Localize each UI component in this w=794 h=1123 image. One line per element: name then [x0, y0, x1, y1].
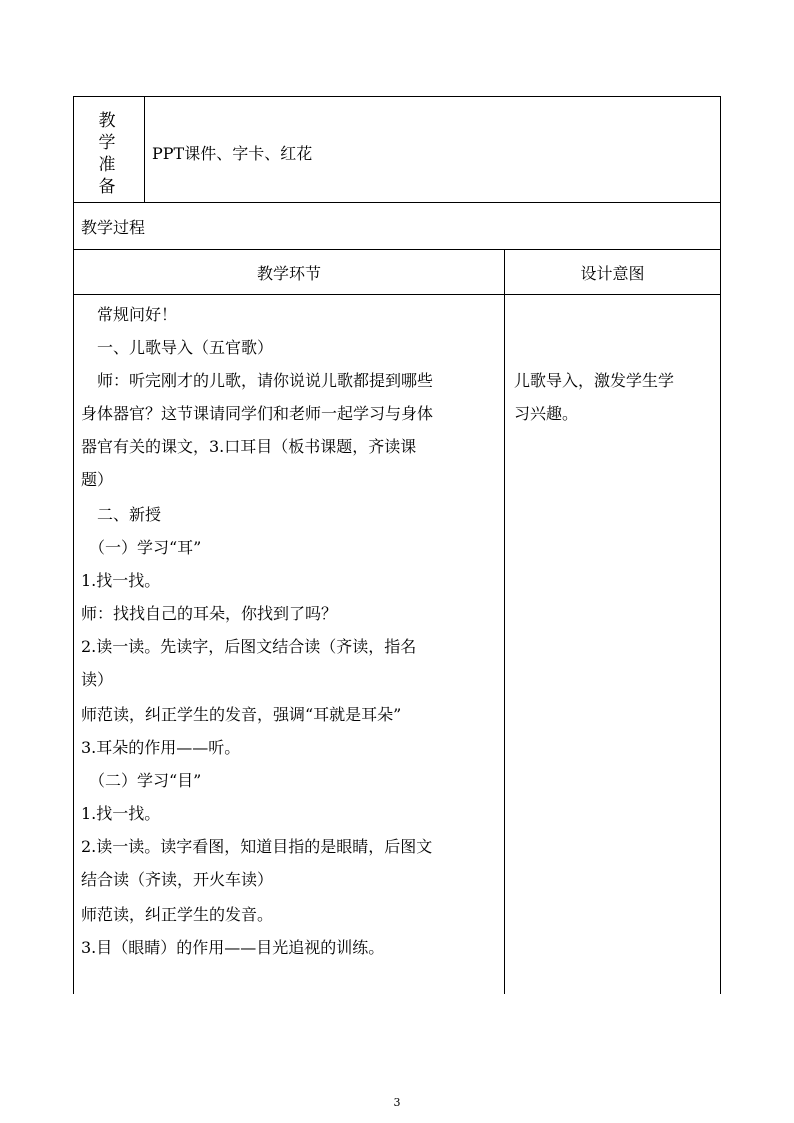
prep-label-char: 备 — [98, 177, 116, 197]
prep-label-char: 准 — [98, 155, 116, 175]
content-line: 师：找找自己的耳朵，你找到了吗？ — [81, 604, 338, 623]
prep-value: PPT课件、字卡、红花 — [152, 144, 313, 163]
row-divider-3 — [73, 294, 721, 295]
prep-label-char: 学 — [98, 133, 116, 153]
content-line: 身体器官？这节课请同学们和老师一起学习与身体 — [81, 404, 434, 423]
content-line: 一、儿歌导入（五官歌） — [81, 338, 274, 357]
column-divider — [504, 249, 505, 994]
table-left-border — [73, 96, 74, 994]
column-header-left: 教学环节 — [256, 264, 321, 283]
prep-label-char: 教 — [98, 111, 116, 131]
content-line: 结合读（齐读，开火车读） — [81, 870, 274, 889]
table-right-border — [720, 96, 721, 994]
row-divider-1 — [73, 202, 721, 203]
content-line: 1.找一找。 — [81, 571, 161, 590]
content-line: 读） — [81, 670, 114, 689]
content-line: 2.读一读。先读字，后图文结合读（齐读，指名 — [81, 637, 417, 656]
content-line: 师范读，纠正学生的发音。 — [81, 905, 274, 924]
page-number: 3 — [393, 1096, 401, 1109]
content-line: 题） — [81, 470, 114, 489]
prep-label — [92, 110, 122, 198]
content-line: 3.目（眼睛）的作用——目光追视的训练。 — [81, 938, 385, 957]
process-heading: 教学过程 — [81, 218, 146, 237]
content-line: 常规问好！ — [81, 305, 178, 324]
content-line: 器官有关的课文，3.口耳目（板书课题，齐读课 — [81, 437, 417, 456]
content-line: （一）学习“耳” — [81, 538, 202, 557]
content-line: 3.耳朵的作用——听。 — [81, 738, 241, 757]
prep-divider — [144, 96, 145, 202]
table-top-border — [73, 96, 721, 97]
design-intent-line: 儿歌导入，激发学生学 — [514, 371, 675, 390]
content-line: 2.读一读。读字看图，知道目指的是眼睛，后图文 — [81, 837, 433, 856]
design-intent-line: 习兴趣。 — [514, 404, 579, 423]
content-line: 师：听完刚才的儿歌，请你说说儿歌都提到哪些 — [81, 371, 434, 390]
row-divider-2 — [73, 249, 721, 250]
content-line: （二）学习“目” — [81, 771, 202, 790]
column-header-right: 设计意图 — [580, 264, 645, 283]
content-line: 师范读，纠正学生的发音，强调“耳就是耳朵” — [81, 705, 402, 724]
content-line: 二、新授 — [81, 505, 162, 524]
content-line: 1.找一找。 — [81, 804, 161, 823]
